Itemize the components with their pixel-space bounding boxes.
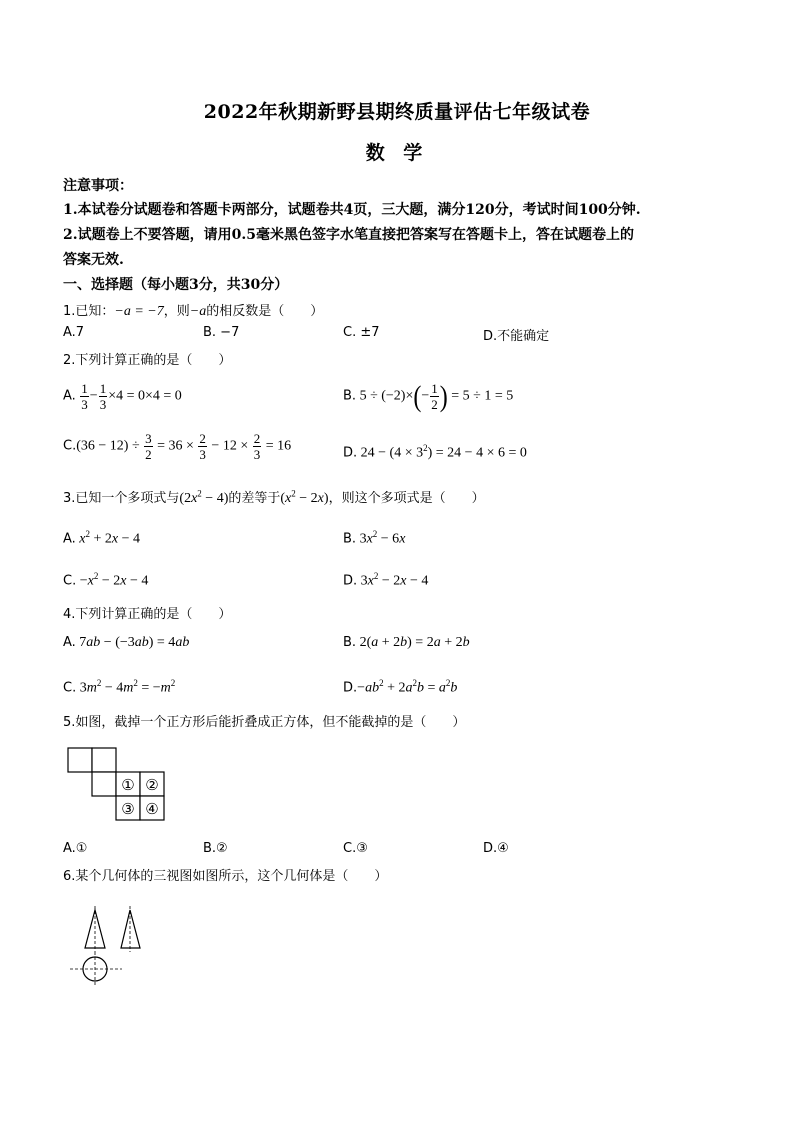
cell-label-1: ①: [121, 776, 135, 794]
q4-option-c: C. $3m^2 - 4m^2 = -m^2$: [63, 678, 176, 696]
q5-option-a: A.①: [63, 841, 88, 856]
q1-option-d: D.不能确定: [483, 329, 550, 344]
q5-option-b: B.②: [203, 841, 228, 856]
cell-label-3: ③: [121, 800, 135, 818]
q4-option-b: B. 2(a + 2b) = 2a + 2b: [343, 635, 470, 650]
question-5-stem: 5.如图，截掉一个正方形后能折叠成正方体，但不能截掉的是（ ）: [63, 715, 466, 730]
three-view-figure: [66, 902, 156, 998]
q1-option-c: C. ±7: [343, 325, 380, 340]
net-square: [68, 748, 92, 772]
question-6-stem: 6.某个几何体的三视图如图所示，这个几何体是（ ）: [63, 869, 388, 884]
q2-option-b: B. 5 ÷ (−2)×(− $\frac{1}{2}$ ) = 5 ÷ 1 = 5: [343, 380, 514, 413]
q3-option-c: C. $-x^2 - 2x - 4$: [63, 571, 149, 589]
cell-label-4: ④: [145, 800, 159, 818]
q3-option-b: B. $3x^2 - 6x$: [343, 529, 406, 547]
section-1-heading: 一、选择题（每小题3分，共30分）: [63, 277, 289, 293]
cube-net-figure: [66, 746, 170, 822]
q3-option-d: D. $3x^2 - 2x - 4$: [343, 571, 429, 589]
q1-option-a: A.7: [63, 325, 85, 340]
question-1-stem: 1.已知：−a = −7，则−a的相反数是（ ）: [63, 304, 324, 319]
subject-title: 数 学: [365, 142, 429, 164]
cell-label-2: ②: [145, 776, 159, 794]
q2-option-c: C.(36 − 12) ÷ $\frac{3}{2}$ = 36 × $\frac{2}{3}$ − 12 × $\frac{2}{3}$ = 16: [63, 431, 292, 462]
q4-option-a: A. 7ab − (−3ab) = 4ab: [63, 635, 190, 650]
q3-option-a: A. $x^2 + 2x - 4$: [63, 529, 141, 547]
net-square: [92, 772, 116, 796]
net-square: [92, 748, 116, 772]
side-view-triangle: [121, 910, 140, 948]
q5-option-c: C.③: [343, 841, 368, 856]
question-3-stem: 3.已知一个多项式与$(2x^2 - 4)$的差等于$(x^2 - 2x)$，则这个多项式是（ ）: [63, 488, 485, 506]
q2-option-a: A. $\frac{1}{3}$ − $\frac{1}{3}$ ×4 = 0×4 = 0: [63, 381, 182, 412]
q4-option-d: $D.-ab^2 + 2a^2b = a^2b$: [343, 678, 458, 696]
notice-line-2-cont: 答案无效.: [63, 252, 124, 268]
notice-heading: 注意事项：: [63, 178, 133, 194]
page-title: 2022年秋期新野县期终质量评估七年级试卷: [203, 101, 591, 123]
notice-line-1: 1.本试卷分试题卷和答题卡两部分，试题卷共4页，三大题，满分120分，考试时间100分钟.: [63, 202, 641, 218]
q5-option-d: D.④: [483, 841, 509, 856]
question-2-stem: 2.下列计算正确的是（ ）: [63, 353, 232, 368]
q1-option-b: B. −7: [203, 325, 240, 340]
notice-line-2: 2.试题卷上不要答题，请用0.5毫米黑色签字水笔直接把答案写在答题卡上，答在试题卷上的: [63, 227, 634, 243]
q2-option-d: D. $24 - (4 \times 3^2) = 24 - 4 \times 6 = 0$: [343, 443, 527, 461]
question-4-stem: 4.下列计算正确的是（ ）: [63, 607, 232, 622]
